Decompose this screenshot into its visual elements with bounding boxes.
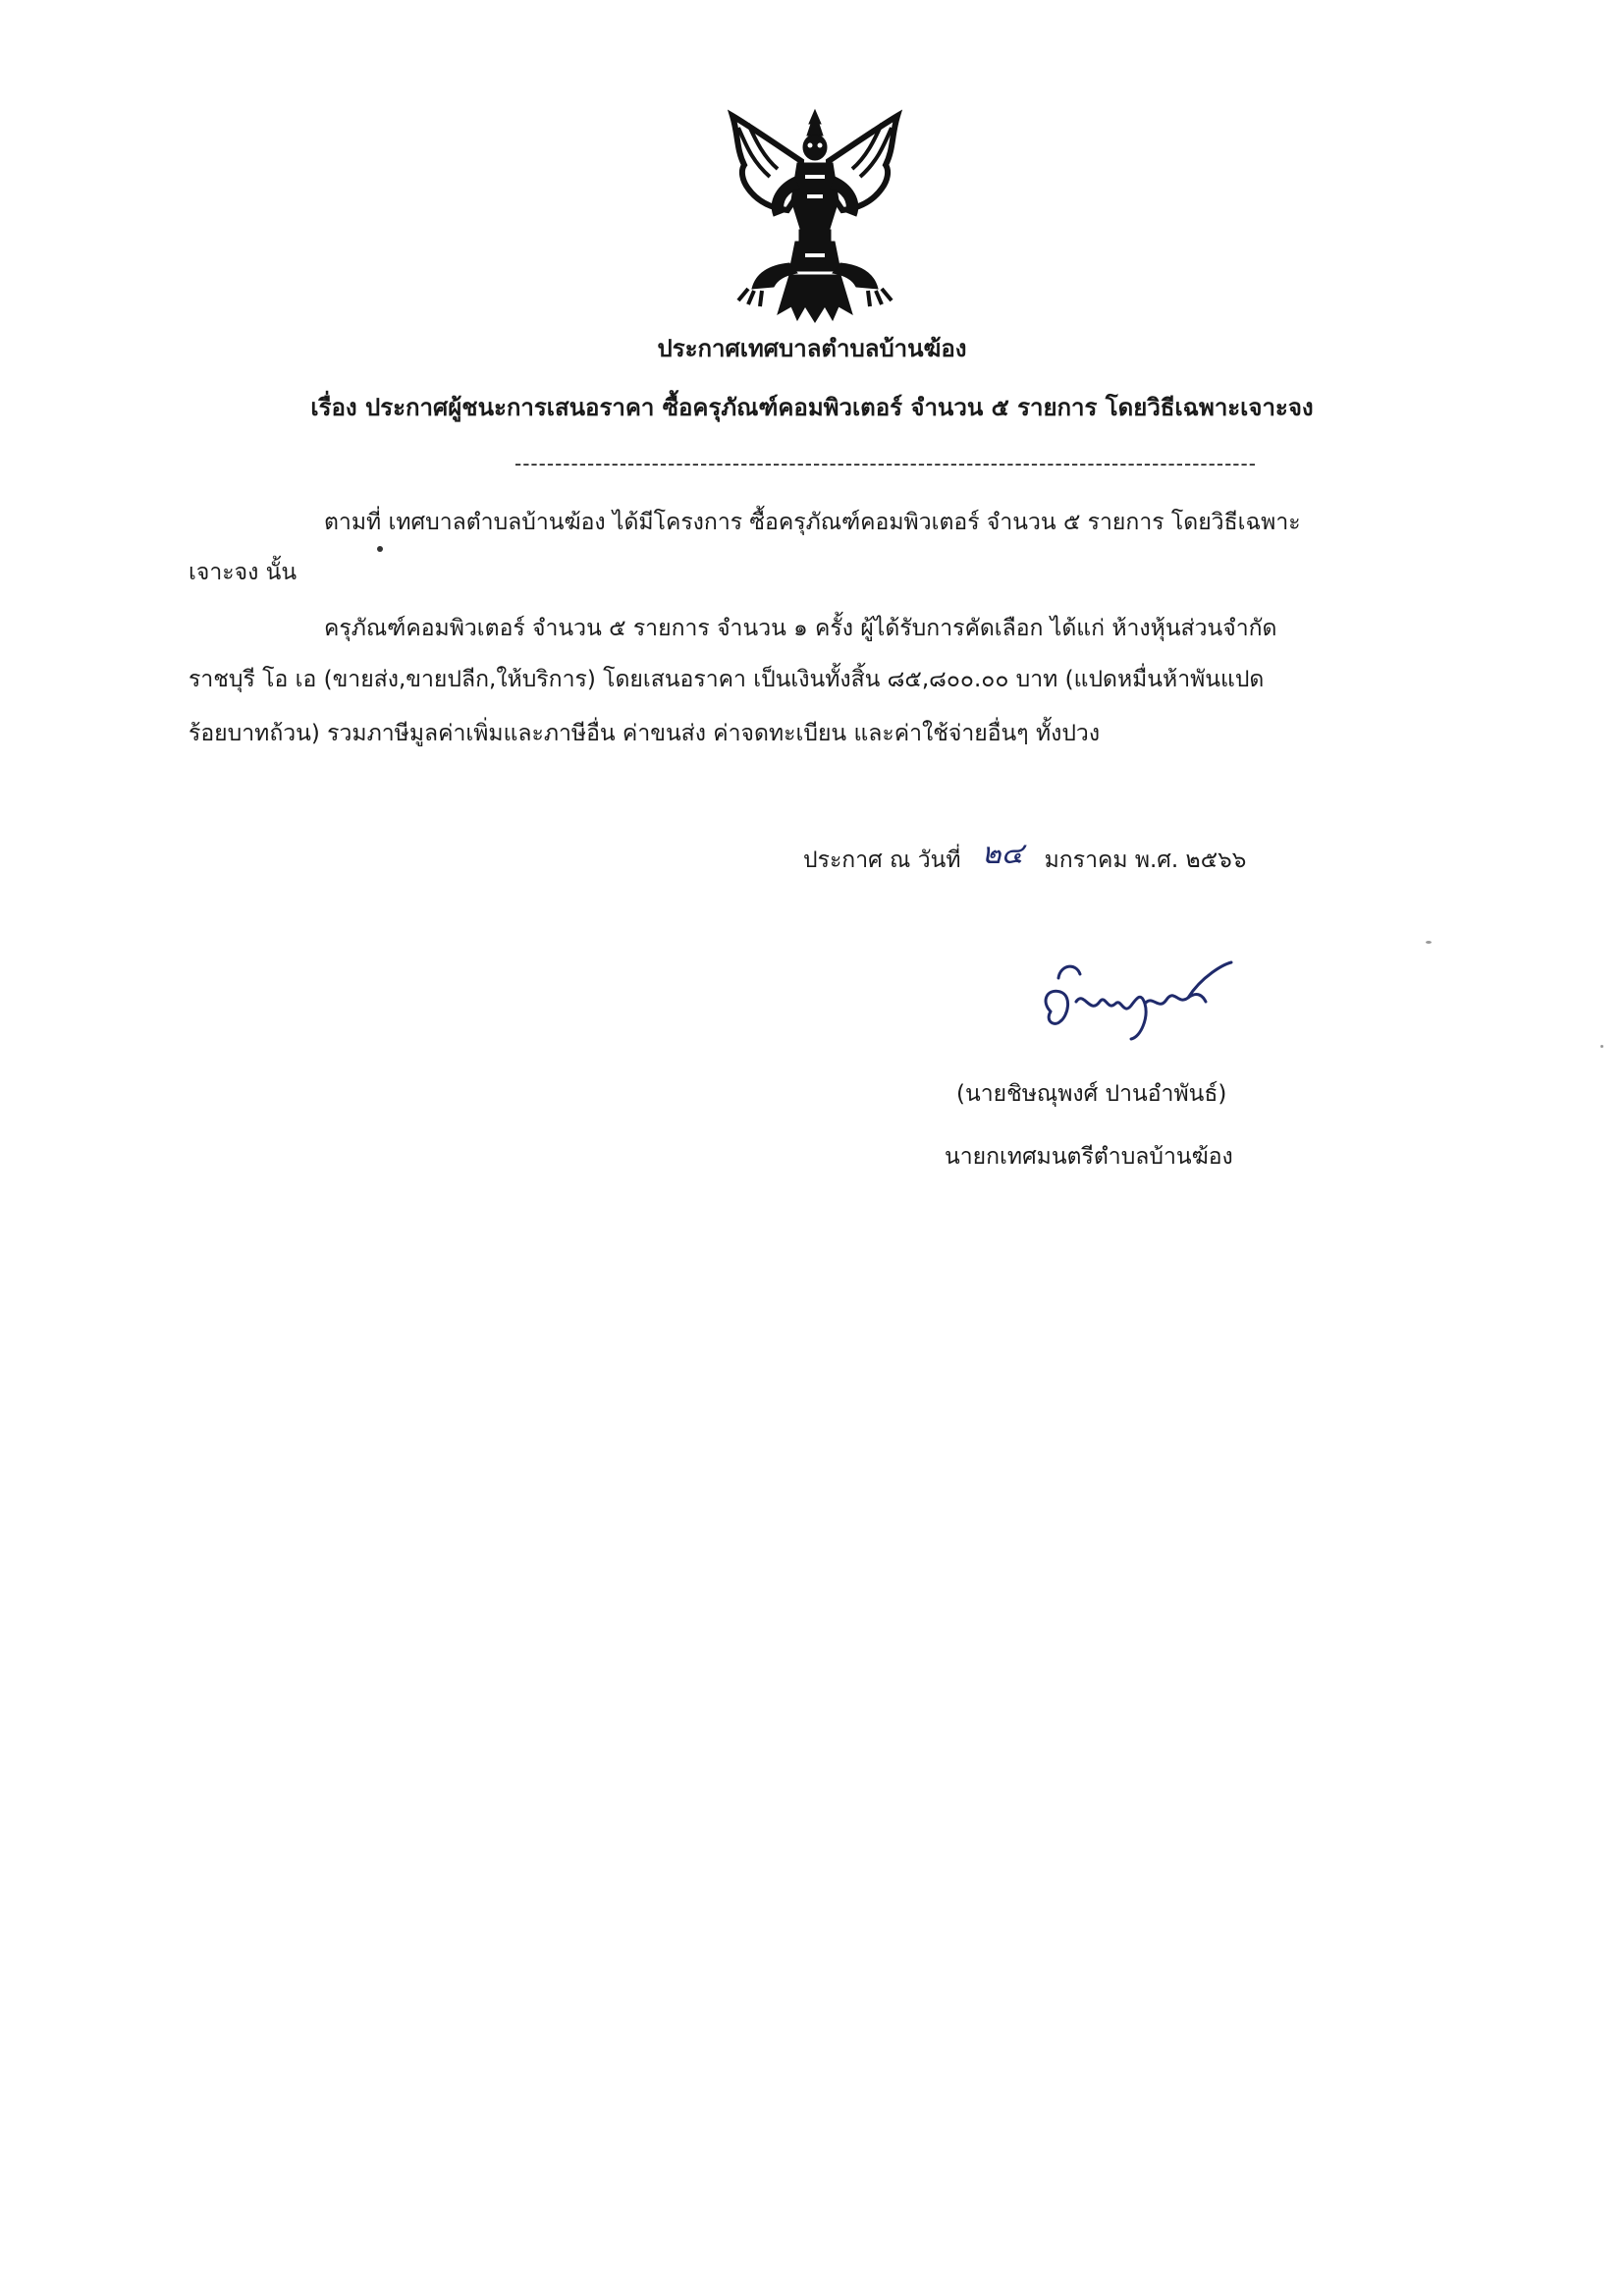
date-month-year: มกราคม พ.ศ. ๒๕๖๖ [1044, 847, 1247, 873]
paragraph-2-line-2: ราชบุรี โอ เอ (ขายส่ง,ขายปลีก,ให้บริการ) โดยเสนอราคา เป็นเงินทั้งสิ้น ๘๕,๘๐๐.๐๐ บาท (แปดหมื่นห้าพันแปด [189, 667, 1265, 692]
signature-icon [1021, 943, 1257, 1051]
paragraph-2-line-1: ครุภัณฑ์คอมพิวเตอร์ จำนวน ๕ รายการ จำนวน ๑ ครั้ง ผู้ได้รับการคัดเลือก ได้แก่ ห้างหุ้นส่วนจำกัด [324, 616, 1277, 641]
date-day-handwritten: ๒๔ [981, 837, 1024, 871]
paragraph-1-line-2: เจาะจง นั้น [189, 560, 298, 585]
document-subject: เรื่อง ประกาศผู้ชนะการเสนอราคา ซื้อครุภัณฑ์คอมพิวเตอร์ จำนวน ๕ รายการ โดยวิธีเฉพาะเจาะจง [310, 394, 1314, 421]
scan-speck [377, 546, 383, 552]
document-title: ประกาศเทศบาลตำบลบ้านฆ้อง [657, 335, 967, 362]
signer-position: นายกเทศมนตรีตำบลบ้านฆ้อง [945, 1144, 1233, 1170]
separator-line: -------------------------------------------------------------------------------------------- [514, 452, 1257, 475]
announcement-date [803, 837, 1247, 877]
date-prefix: ประกาศ ณ วันที่ [803, 847, 961, 873]
scan-speck [1426, 941, 1432, 944]
paragraph-2-line-3: ร้อยบาทถ้วน) รวมภาษีมูลค่าเพิ่มและภาษีอื่น ค่าขนส่ง ค่าจดทะเบียน และค่าใช้จ่ายอื่นๆ ทั้งปวง [189, 721, 1101, 746]
garuda-emblem-icon [719, 106, 911, 324]
paragraph-1-line-1: ตามที่ เทศบาลตำบลบ้านฆ้อง ได้มีโครงการ ซื้อครุภัณฑ์คอมพิวเตอร์ จำนวน ๕ รายการ โดยวิธีเฉพาะ [324, 510, 1301, 535]
signer-name: (นายชิษณุพงศ์ ปานอำพันธ์) [956, 1081, 1227, 1107]
scan-speck [1600, 1045, 1603, 1048]
